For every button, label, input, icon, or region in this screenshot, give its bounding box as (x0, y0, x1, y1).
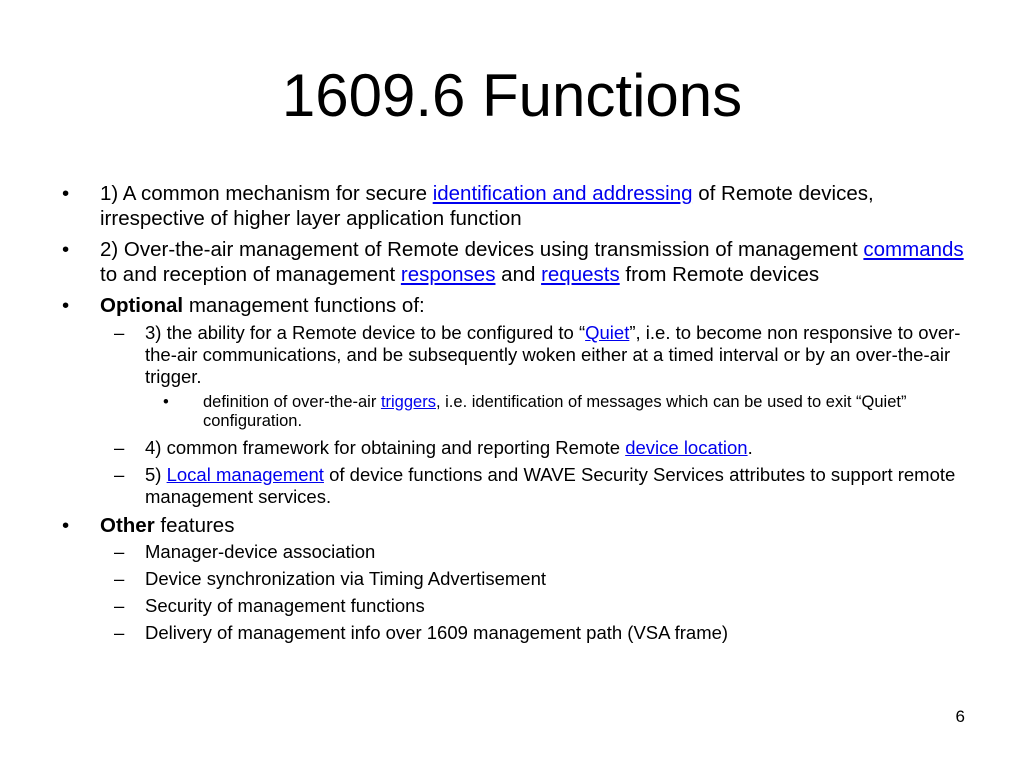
sub-bullet-text: 5) (145, 464, 167, 485)
dash-marker: – (114, 464, 125, 485)
dash-marker: – (114, 437, 125, 458)
bullet-bold-text: Optional (100, 294, 184, 317)
bullet-text: from Remote devices (619, 263, 820, 286)
sub-bullet-text: ”, i.e. to become non responsive to over-the-air communications, and be subsequently woken either at a timed interval or by an over-the-air trigger. (145, 322, 961, 387)
sub-bullet-feature (62, 541, 972, 563)
sub-sub-bullet-text: definition of over-the-air (203, 393, 381, 411)
bullet-over-the-air-management (62, 237, 972, 287)
bullet-marker: • (62, 238, 70, 261)
slide-body (62, 181, 972, 649)
sub-bullet-text: of device functions and WAVE Security Services attributes to support remote management services. (145, 464, 956, 507)
bullet-marker: • (62, 514, 70, 537)
sub-bullet-feature (62, 568, 972, 590)
bullet-bold-text: Other (100, 514, 155, 537)
sub-bullet-device-location (62, 437, 972, 459)
quiet-link[interactable]: Quiet (585, 322, 630, 343)
sub-sub-bullet-text: , i.e. identification of messages which can be used to exit “Quiet” configuration. (203, 393, 907, 430)
sub-bullet-text: 3) the ability for a Remote device to be configured to “ (145, 322, 586, 343)
bullet-marker: • (62, 294, 70, 317)
bullet-other-features (62, 513, 972, 538)
dash-marker: – (114, 568, 125, 589)
bullet-text: of Remote devices, irrespective of higher layer application function (100, 182, 874, 230)
bullet-text: to and reception of management (100, 263, 401, 286)
responses-link[interactable]: responses (400, 263, 496, 286)
dash-marker: – (114, 622, 125, 643)
bullet-marker: • (163, 393, 169, 411)
bullet-optional-functions (62, 293, 972, 318)
sub-bullet-text: Manager-device association (145, 541, 376, 562)
device-location-link[interactable]: device location (625, 437, 748, 458)
local-management-link[interactable]: Local management (166, 464, 324, 485)
slide-title: 1609.6 Functions (281, 62, 743, 129)
sub-sub-bullet-triggers (62, 393, 972, 431)
commands-link[interactable]: commands (863, 238, 964, 261)
bullet-text: features (154, 514, 235, 537)
bullet-marker: • (62, 182, 70, 205)
sub-bullet-text: Security of management functions (145, 595, 425, 616)
bullet-text: 1) A common mechanism for secure (100, 182, 433, 205)
sub-bullet-text: . (747, 437, 753, 458)
sub-bullet-local-management (62, 464, 972, 508)
page-number: 6 (955, 707, 965, 726)
sub-bullet-text: Delivery of management info over 1609 management path (VSA frame) (145, 622, 729, 643)
dash-marker: – (114, 595, 125, 616)
bullet-text: and (495, 263, 542, 286)
bullet-text: 2) Over-the-air management of Remote devices using transmission of management (100, 238, 864, 261)
triggers-link[interactable]: triggers (380, 393, 436, 411)
dash-marker: – (114, 541, 125, 562)
bullet-identification (62, 181, 972, 231)
requests-link[interactable]: requests (541, 263, 620, 286)
sub-bullet-quiet (62, 322, 972, 388)
sub-bullet-feature (62, 622, 972, 644)
bullet-text: management functions of: (183, 294, 425, 317)
identification-and-addressing-link[interactable]: identification and addressing (432, 182, 693, 205)
sub-bullet-text: Device synchronization via Timing Advertisement (145, 568, 547, 589)
sub-bullet-feature (62, 595, 972, 617)
dash-marker: – (114, 322, 125, 343)
sub-bullet-text: 4) common framework for obtaining and reporting Remote (145, 437, 626, 458)
